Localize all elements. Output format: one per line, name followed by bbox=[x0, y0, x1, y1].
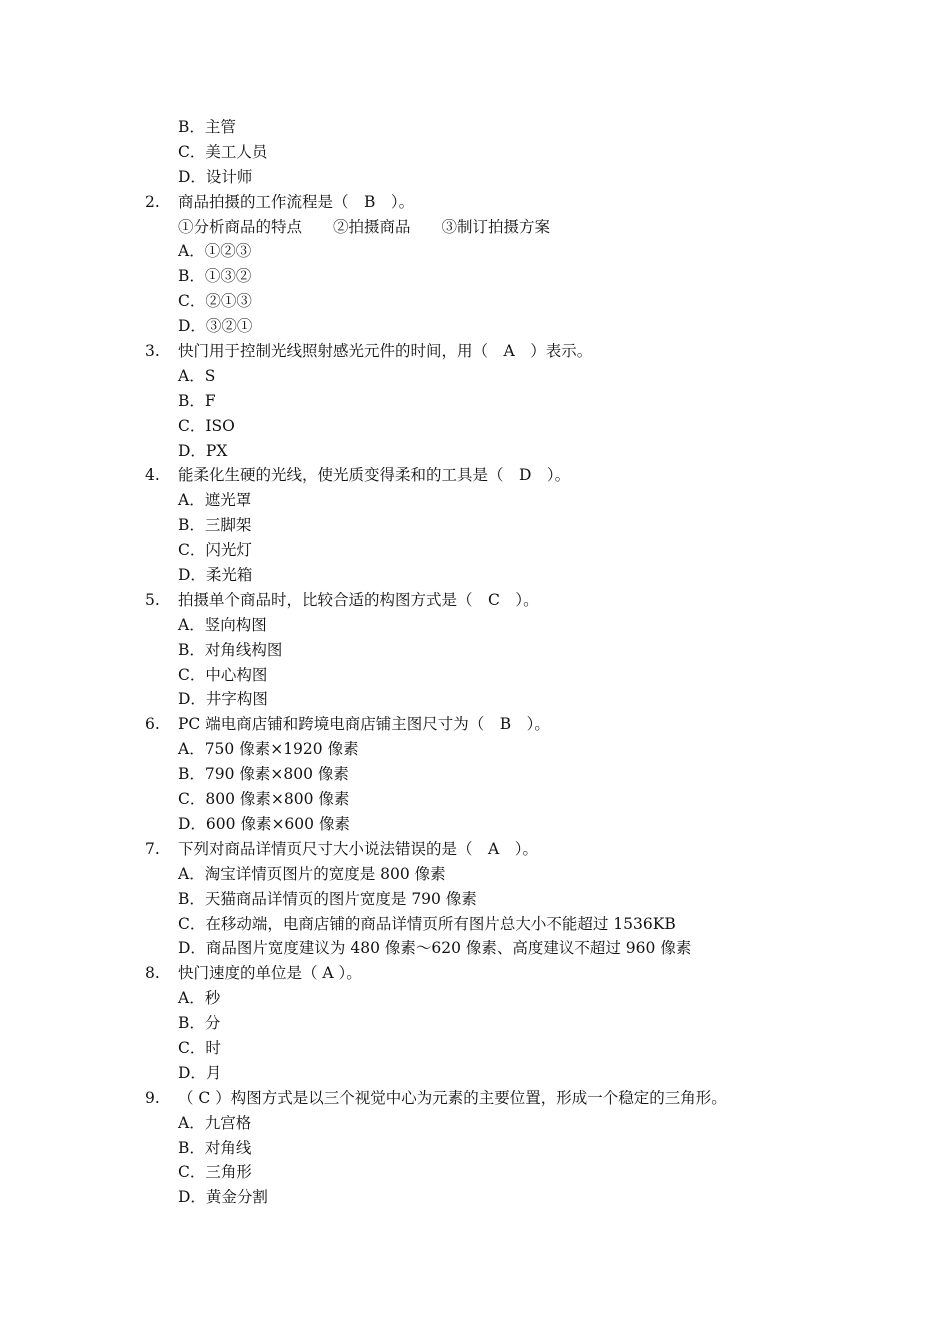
option-line bbox=[0, 488, 950, 513]
question-number: 8. bbox=[145, 964, 160, 983]
statement-text: ①分析商品的特点 ②拍摄商品 ③制订拍摄方案 bbox=[178, 217, 551, 236]
option-line bbox=[0, 887, 950, 912]
option-text: A．秒 bbox=[178, 989, 221, 1008]
option-text: A．淘宝详情页图片的宽度是 800 像素 bbox=[178, 864, 446, 883]
option-line bbox=[0, 1136, 950, 1161]
question-line bbox=[0, 190, 950, 215]
question-number: 4. bbox=[145, 466, 160, 485]
question-number: 6. bbox=[145, 715, 160, 734]
question-line bbox=[0, 463, 950, 488]
option-line bbox=[0, 613, 950, 638]
option-line bbox=[0, 1160, 950, 1185]
option-line bbox=[0, 687, 950, 712]
question-line bbox=[0, 339, 950, 364]
option-text: C．在移动端，电商店铺的商品详情页所有图片总大小不能超过 1536KB bbox=[178, 914, 676, 933]
question-text: 商品拍摄的工作流程是（ B ）。 bbox=[178, 192, 415, 211]
option-text: D．月 bbox=[178, 1063, 222, 1082]
option-line bbox=[0, 1061, 950, 1086]
question-number: 2. bbox=[145, 192, 160, 211]
option-text: C．800 像素×800 像素 bbox=[178, 790, 350, 809]
option-text: C．ISO bbox=[178, 416, 235, 435]
option-line bbox=[0, 115, 950, 140]
statement-line bbox=[0, 215, 950, 240]
option-line bbox=[0, 787, 950, 812]
option-text: C．②①③ bbox=[178, 292, 252, 311]
option-text: B．①③② bbox=[178, 267, 252, 286]
question-text: （ C ）构图方式是以三个视觉中心为元素的主要位置，形成一个稳定的三角形。 bbox=[178, 1088, 727, 1107]
question-line bbox=[0, 837, 950, 862]
option-line bbox=[0, 762, 950, 787]
option-line bbox=[0, 862, 950, 887]
option-text: A．九宫格 bbox=[178, 1113, 252, 1132]
option-line bbox=[0, 737, 950, 762]
option-line bbox=[0, 140, 950, 165]
option-line bbox=[0, 165, 950, 190]
option-text: C．三角形 bbox=[178, 1163, 252, 1182]
question-line bbox=[0, 588, 950, 613]
option-line bbox=[0, 663, 950, 688]
option-text: D．设计师 bbox=[178, 167, 253, 186]
option-text: B．790 像素×800 像素 bbox=[178, 765, 349, 784]
document-page bbox=[0, 115, 950, 1210]
option-line bbox=[0, 936, 950, 961]
option-line bbox=[0, 513, 950, 538]
question-text: 快门速度的单位是（ A ）。 bbox=[178, 964, 362, 983]
option-text: A．S bbox=[178, 366, 216, 385]
option-line bbox=[0, 239, 950, 264]
option-text: A．750 像素×1920 像素 bbox=[178, 740, 359, 759]
option-line bbox=[0, 986, 950, 1011]
option-line bbox=[0, 364, 950, 389]
option-line bbox=[0, 264, 950, 289]
question-text: PC 端电商店铺和跨境电商店铺主图尺寸为（ B ）。 bbox=[178, 715, 550, 734]
option-text: D．商品图片宽度建议为 480 像素～620 像素、高度建议不超过 960 像素 bbox=[178, 939, 692, 958]
option-text: B．主管 bbox=[178, 118, 236, 136]
option-line bbox=[0, 389, 950, 414]
question-text: 快门用于控制光线照射感光元件的时间，用（ A ）表示。 bbox=[178, 342, 593, 361]
question-text: 下列对商品详情页尺寸大小说法错误的是（ A ）。 bbox=[178, 839, 538, 858]
option-text: C．中心构图 bbox=[178, 665, 268, 684]
question-text: 拍摄单个商品时，比较合适的构图方式是（ C ）。 bbox=[178, 590, 539, 609]
option-text: D．黄金分割 bbox=[178, 1188, 268, 1207]
question-line bbox=[0, 1086, 950, 1111]
option-text: B．对角线构图 bbox=[178, 640, 283, 659]
option-text: B．对角线 bbox=[178, 1138, 252, 1157]
option-line bbox=[0, 314, 950, 339]
option-line bbox=[0, 289, 950, 314]
question-text: 能柔化生硬的光线，使光质变得柔和的工具是（ D ）。 bbox=[178, 466, 571, 485]
option-text: A．竖向构图 bbox=[178, 615, 267, 634]
option-text: C．闪光灯 bbox=[178, 541, 252, 560]
option-line bbox=[0, 1011, 950, 1036]
option-text: D．③②① bbox=[178, 317, 253, 336]
option-text: D．柔光箱 bbox=[178, 566, 253, 585]
option-line bbox=[0, 563, 950, 588]
option-line bbox=[0, 1111, 950, 1136]
option-line bbox=[0, 1185, 950, 1210]
option-line bbox=[0, 638, 950, 663]
option-line bbox=[0, 538, 950, 563]
option-text: B．F bbox=[178, 391, 216, 410]
option-text: B．天猫商品详情页的图片宽度是 790 像素 bbox=[178, 889, 477, 908]
question-number: 9. bbox=[145, 1088, 160, 1107]
option-text: D．PX bbox=[178, 441, 228, 460]
option-text: C．美工人员 bbox=[178, 142, 268, 161]
option-text: C．时 bbox=[178, 1038, 221, 1057]
option-text: B．分 bbox=[178, 1014, 221, 1033]
option-line bbox=[0, 812, 950, 837]
question-line bbox=[0, 961, 950, 986]
option-text: D．井字构图 bbox=[178, 690, 268, 709]
option-text: A．①②③ bbox=[178, 242, 252, 261]
option-line bbox=[0, 1036, 950, 1061]
question-number: 3. bbox=[145, 342, 160, 361]
option-text: D．600 像素×600 像素 bbox=[178, 814, 350, 833]
option-line bbox=[0, 414, 950, 439]
question-line bbox=[0, 712, 950, 737]
option-line bbox=[0, 439, 950, 464]
option-text: A．遮光罩 bbox=[178, 491, 252, 510]
option-line bbox=[0, 912, 950, 937]
option-text: B．三脚架 bbox=[178, 516, 252, 535]
question-number: 7. bbox=[145, 839, 160, 858]
question-number: 5. bbox=[145, 590, 160, 609]
